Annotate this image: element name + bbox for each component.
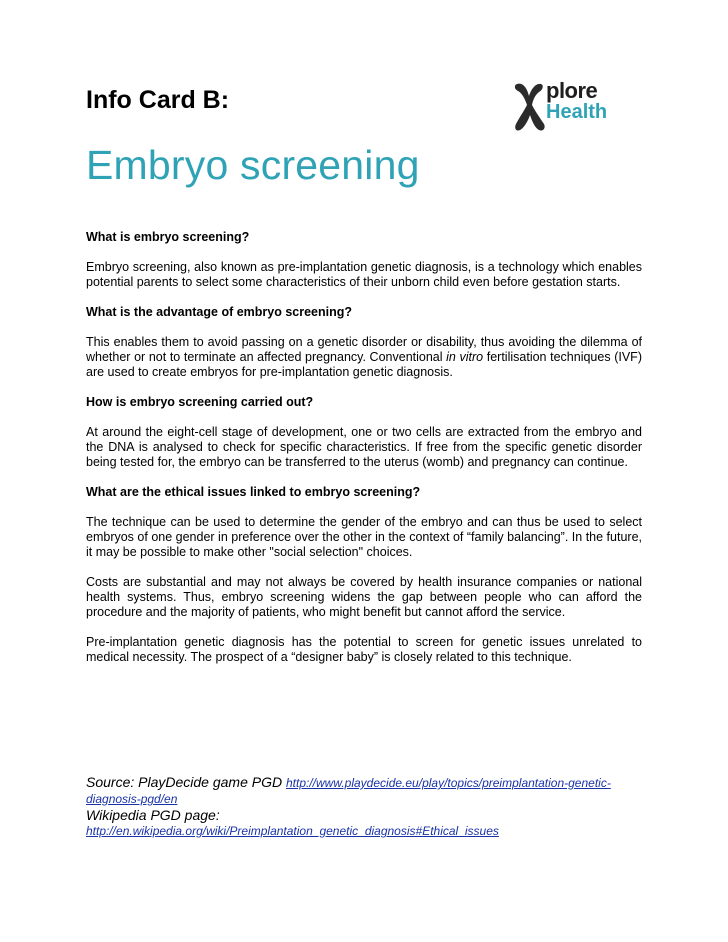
wikipedia-link[interactable]: http://en.wikipedia.org/wiki/Preimplantation_genetic_diagnosis#Ethical_issues <box>86 824 499 838</box>
section-heading: What is embryo screening? <box>86 230 250 244</box>
section-heading: How is embryo screening carried out? <box>86 395 314 409</box>
xplore-health-logo <box>513 80 639 134</box>
paragraph-italic-term: in vitro <box>446 350 484 364</box>
sources <box>86 774 646 839</box>
card-label: Info Card B: <box>86 86 230 114</box>
paragraph-text: fertilisation techniques (IVF) are used to create embryos for pre-implantation genetic diagnosis. <box>86 350 642 379</box>
logo-text <box>546 80 607 122</box>
source-label: Source: PlayDecide game PGD <box>86 774 286 790</box>
section-heading: What are the ethical issues linked to embryo screening? <box>86 485 421 499</box>
paragraph-text: This enables them to avoid passing on a genetic disorder or disability, thus avoiding the dilemma of whether or not to terminate an affected pregnancy. Conventional <box>86 335 642 364</box>
source-wikipedia-label: Wikipedia PGD page: <box>86 807 220 823</box>
section-paragraph: Pre-implantation genetic diagnosis has the potential to screen for genetic issues unrelated to medical necessity. The prospect of a “designer baby” is closely related to this technique. <box>86 635 642 664</box>
section-paragraph: Costs are substantial and may not always be covered by health insurance companies or national health systems. Thus, embryo screening widens the gap between people who can afford the procedure and the majority of patients, who might benefit but cannot afford the service. <box>86 575 642 619</box>
card-body <box>86 230 642 665</box>
section-paragraph: Embryo screening, also known as pre-implantation genetic diagnosis, is a technology which enables potential parents to select some characteristics of their unborn child even before gestation starts. <box>86 260 642 289</box>
section-heading: What is the advantage of embryo screening? <box>86 305 353 319</box>
page-title: Embryo screening <box>86 142 420 188</box>
source-playdecide <box>86 774 646 807</box>
playdecide-link[interactable]: http://www.playdecide.eu/play/topics/preimplantation-genetic-diagnosis-pgd/en <box>86 776 611 806</box>
section-paragraph: The technique can be used to determine the gender of the embryo and can thus be used to select embryos of one gender in preference over the other in the context of “family balancing”. In the future, it may be possible to make other "social selection" choices. <box>86 515 642 559</box>
section-paragraph <box>86 335 642 380</box>
section-paragraph: At around the eight-cell stage of development, one or two cells are extracted from the embryo and the DNA is analysed to check for specific characteristics. If free from the specific genetic disorder being tested for, the embryo can be transferred to the uterus (womb) and pregnancy can continue. <box>86 425 642 469</box>
logo-health: Health <box>546 101 608 123</box>
logo-word: plore <box>546 78 598 103</box>
xplore-x-logo-icon <box>513 80 547 134</box>
